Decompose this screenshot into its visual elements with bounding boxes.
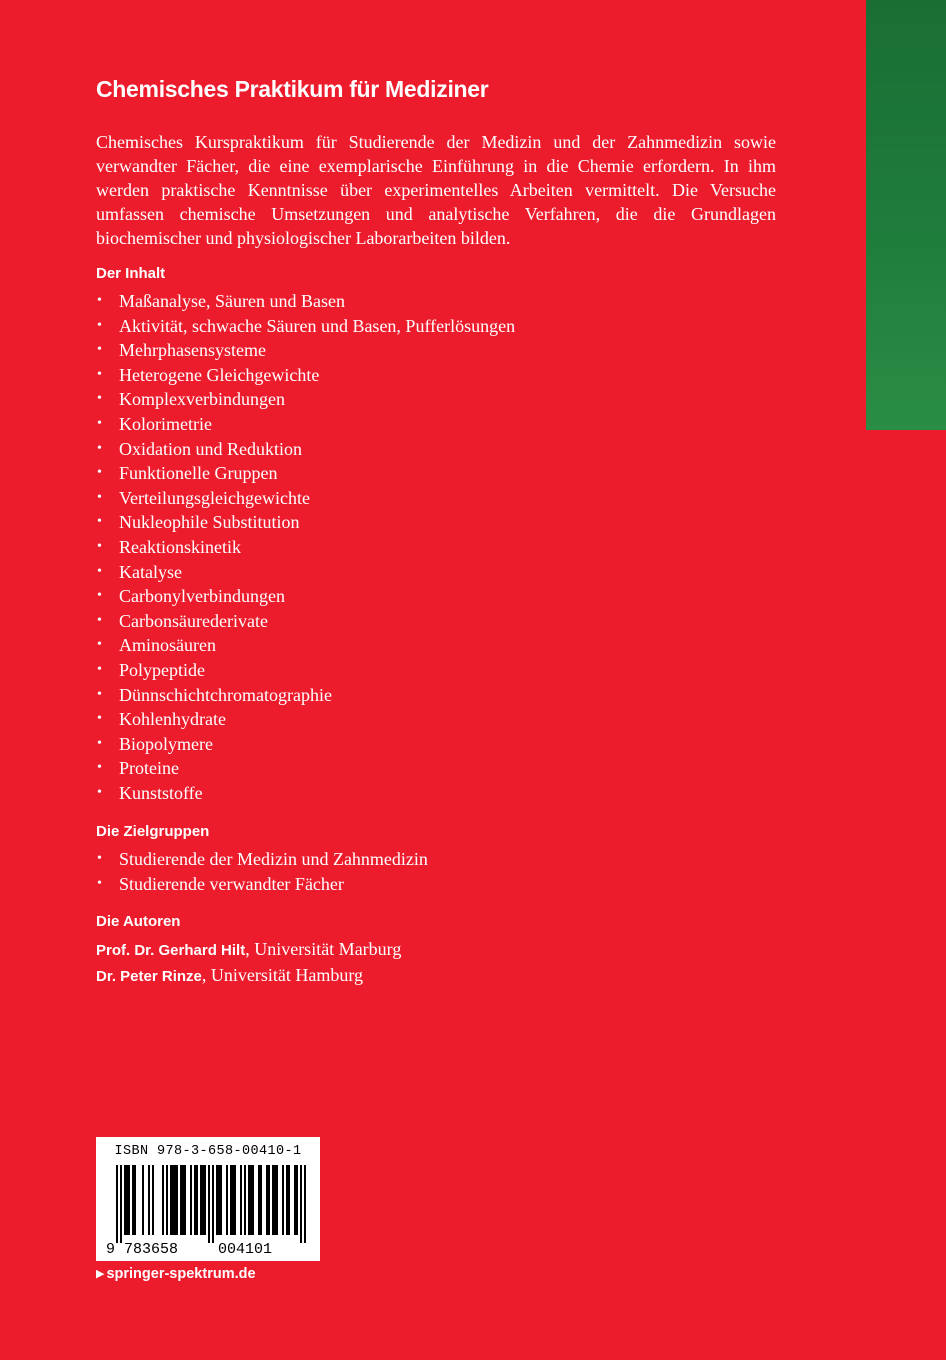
barcode-bar [212,1165,214,1243]
list-item: • Aktivität, schwache Säuren und Basen, Pufferlösungen [96,314,776,339]
barcode-bar [218,1165,220,1235]
barcode-bar [120,1165,122,1243]
barcode-bar [148,1165,150,1235]
barcode-bar [286,1165,288,1235]
list-item: • Polypeptide [96,658,776,683]
barcode-bar [276,1165,278,1235]
barcode-bar [272,1165,274,1235]
list-item: • Nukleophile Substitution [96,510,776,535]
list-item: • Reaktionskinetik [96,535,776,560]
author-name: Dr. Peter Rinze [96,967,202,985]
list-item: • Komplexverbindungen [96,387,776,412]
barcode-bar [252,1165,254,1235]
list-item: • Verteilungsgleichgewichte [96,486,776,511]
arrow-right-icon: ▶ [96,1268,105,1280]
green-accent-tab [866,0,946,430]
barcode-bar [244,1165,246,1235]
contents-list [96,289,776,805]
barcode-bar [124,1165,126,1235]
barcode-digits: 9 [106,1241,116,1258]
author-entry [96,937,776,963]
barcode-bar [230,1165,232,1235]
barcode-bar [300,1165,302,1243]
barcode-bar [182,1165,184,1235]
barcode-bar [176,1165,178,1235]
target-list [96,847,776,896]
author-affiliation: , Universität Hamburg [201,964,364,985]
barcode-bar [248,1165,250,1235]
barcode-graphic [104,1165,312,1259]
book-title: Chemisches Praktikum für Mediziner [96,76,489,102]
list-item: • Proteine [96,756,776,781]
list-item: • Kunststoffe [96,781,776,806]
barcode-bar [162,1165,164,1235]
isbn-label: ISBN 978-3-658-00410-1 [114,1144,302,1159]
barcode-bar [226,1165,228,1235]
list-item: • Heterogene Gleichgewichte [96,363,776,388]
barcode-bar [220,1165,222,1235]
barcode-bar [196,1165,198,1235]
list-item: • Funktionelle Gruppen [96,461,776,486]
barcode-bar [184,1165,186,1235]
list-item: • Mehrphasensysteme [96,338,776,363]
list-item: • Biopolymere [96,732,776,757]
barcode-bar [204,1165,206,1235]
website-text: springer-spektrum.de [106,1266,256,1282]
barcode-bar [166,1165,168,1235]
barcode-bar [202,1165,204,1235]
barcode-bar [274,1165,276,1235]
barcode-bar [296,1165,298,1235]
barcode-digits: 783658 [124,1241,179,1258]
barcode-bar [266,1165,268,1235]
barcode-bar [234,1165,236,1235]
barcode-bar [208,1165,210,1243]
barcode-bar [288,1165,290,1235]
barcode-bar [174,1165,176,1235]
barcode-bar [232,1165,234,1235]
barcode-bar [258,1165,260,1235]
authors-heading: Die Autoren [96,912,181,930]
barcode-bar [172,1165,174,1235]
barcode-digits: 004101 [218,1241,273,1258]
author-list [96,937,776,989]
list-item: • Katalyse [96,560,776,585]
target-heading: Die Zielgruppen [96,823,210,841]
barcode-bar [240,1165,242,1235]
barcode-bar [294,1165,296,1235]
barcode-bar [152,1165,154,1235]
list-item: • Kohlenhydrate [96,707,776,732]
barcode-bar [260,1165,262,1235]
isbn-barcode [96,1137,320,1261]
list-item: • Maßanalyse, Säuren und Basen [96,289,776,314]
list-item: • Carbonsäurederivate [96,609,776,634]
barcode-bar [128,1165,130,1235]
book-description: Chemisches Kurspraktikum für Studierende der Medizin und der Zahnmedizin sowie verwandter Fächer, die eine exemplarische Einführung in die Chemie erfordern. In ihm werden praktische Kenntnisse über experimentelles Arbeiten vermittelt. Die Versuche umfassen chemische Umsetzungen und analytische Verfahren, die die Grundlagen biochemischer und physiologischer Laborarbeiten bilden. [96,132,776,248]
barcode-bar [134,1165,136,1235]
barcode-bar [194,1165,196,1235]
list-item: • Aminosäuren [96,633,776,658]
barcode-bar [282,1165,284,1235]
barcode-bar [126,1165,128,1235]
barcode-bar [190,1165,192,1235]
list-item: • Kolorimetrie [96,412,776,437]
barcode-bar [116,1165,118,1243]
author-affiliation: , Universität Marburg [245,938,402,959]
back-cover-text [96,74,776,989]
barcode-bar [200,1165,202,1235]
barcode-bar [304,1165,306,1243]
list-item: • Studierende der Medizin und Zahnmedizin [96,847,776,872]
list-item: • Dünnschichtchromatographie [96,683,776,708]
barcode-bar [170,1165,172,1235]
website-link[interactable] [96,1266,256,1282]
barcode-bar [216,1165,218,1235]
list-item: • Carbonylverbindungen [96,584,776,609]
author-name: Prof. Dr. Gerhard Hilt [96,941,246,959]
list-item: • Oxidation und Reduktion [96,437,776,462]
contents-heading: Der Inhalt [96,265,166,282]
barcode-bar [142,1165,144,1235]
barcode-bar [250,1165,252,1235]
author-entry [96,963,776,989]
barcode-bar [132,1165,134,1235]
list-item: • Studierende verwandter Fächer [96,872,776,897]
barcode-bar [180,1165,182,1235]
barcode-bar [268,1165,270,1235]
